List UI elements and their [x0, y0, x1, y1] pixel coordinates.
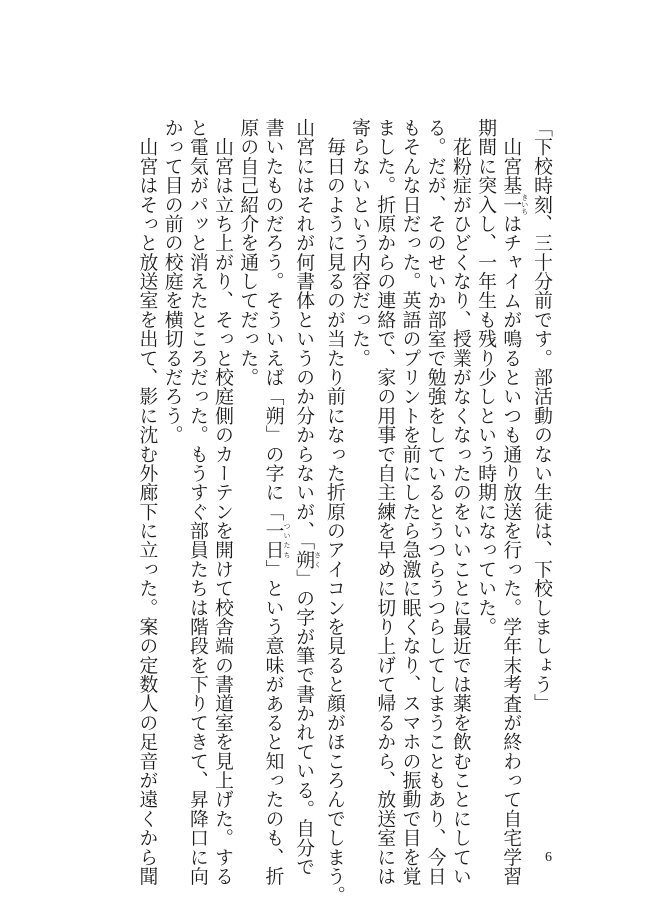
text-line: 「下校時刻、三十分前です。部活動のない生徒は、下校しましょう」 [531, 118, 552, 713]
text-line: 山宮はそっと放送室を出て、影に沈む外廊下に立った。案の定数人の足音が遠くから聞 [136, 118, 158, 886]
text-line: 原の自己紹介を通してだった。 [237, 118, 259, 387]
text-line: る。だが、そのせいか部室で勉強をしているとうつらうつらしてしまうこともあり、今日 [424, 118, 446, 886]
ruby-reading: きいち [520, 193, 529, 215]
ruby-reading: ついたち [282, 521, 291, 560]
text-line: 花粉症がひどくなり、授業がなくなったのをいいことに最近では薬を飲むことにしてい [449, 118, 471, 886]
text-line-with-ruby: 山宮にはそれが何書体というのか分からないが、「朔 さく」の字が筆で書かれている。自分で [293, 118, 322, 877]
text-line: 寄らないという内容だった。 [349, 118, 371, 368]
text-line: と電気がパッと消えたところだった。もうすぐ部員たちは階段を下りてきて、昇降口に向 [186, 118, 208, 886]
text-line: 毎日のように見るのが当たり前になった折原のアイコンを見ると顔がほころんでしまう。 [323, 118, 345, 905]
text-line: ました。折原からの連絡で、家の用事で自主練を早めに切り上げて帰るから、放送室には [374, 118, 396, 886]
text-line: もそんな日だった。英語のプリントを前にしたら急激に眠くなり、スマホの振動で目を覚 [399, 118, 421, 886]
text-line-with-ruby: 山宮基一 きいちはチャイムが鳴るといつも通り放送を行った。学年末考査が終わって自宅学習 [500, 118, 529, 886]
vertical-text-body [134, 118, 554, 905]
text-line-with-ruby: 書いたものだろう。そういえば「朔」の字に「一日 ついたち」という意味があると知ったのも、折 [262, 118, 291, 886]
ruby-reading: さく [313, 549, 322, 570]
page-number: 6 [545, 850, 552, 865]
text-line: かって目の前の校庭を横切るだろう。 [161, 118, 183, 445]
text-line: 山宮は立ち上がり、そっと校庭側のカーテンを開けて校舎端の書道室を見上げた。する [212, 118, 234, 886]
text-line: 期間に突入し、一年生も残り少しという時期になっていた。 [475, 118, 497, 637]
